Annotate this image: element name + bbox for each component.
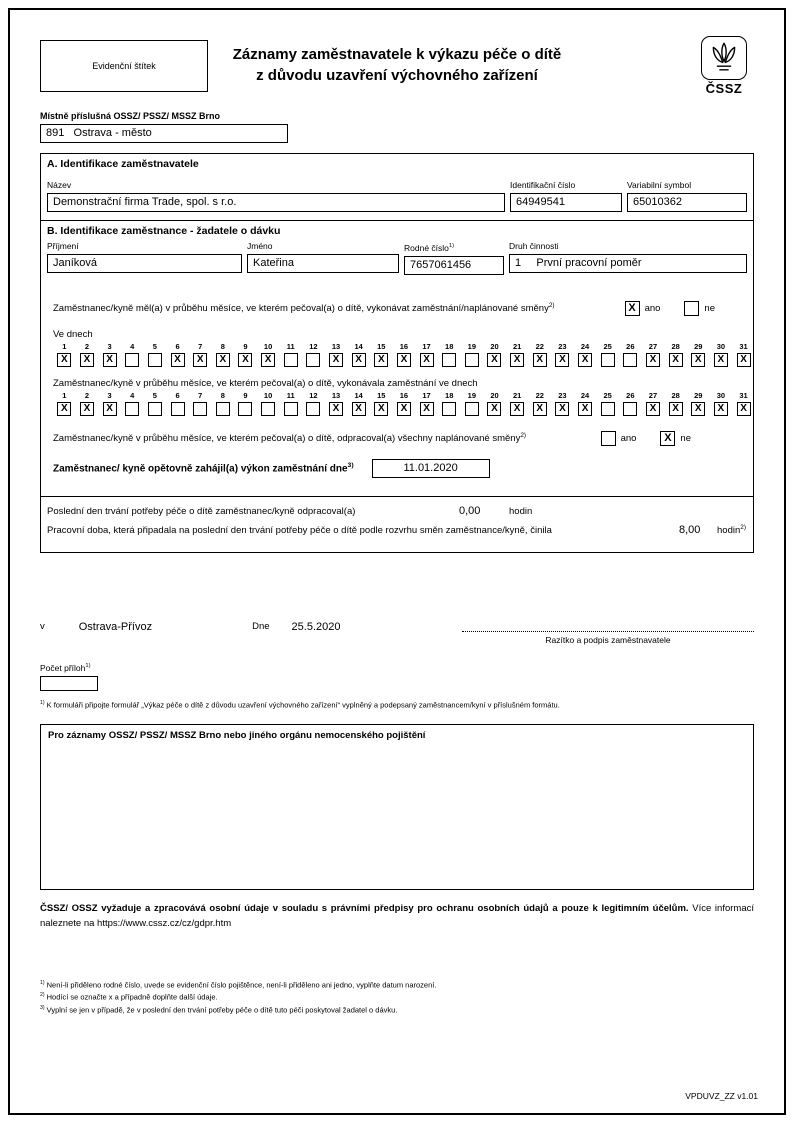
day-number: 23 — [558, 390, 567, 400]
day-cell — [393, 391, 416, 416]
scheduled-hours-unit — [717, 524, 746, 536]
footnotes-block — [40, 979, 754, 1017]
day-cell — [325, 342, 348, 367]
attachments-note-text: K formuláři připojte formulář „Výkaz péče o dítě z důvodu uzavření výchovného zařízení“ vyplněný a podepsaný zaměstnancem/kyní v příslušném formátu. — [46, 700, 560, 710]
planned-shift-days-checkbox-day-4[interactable] — [125, 353, 139, 367]
day-number: 5 — [152, 390, 157, 400]
day-number: 21 — [512, 390, 522, 400]
day-number: 31 — [739, 341, 748, 351]
footnote-2 — [40, 991, 754, 1004]
day-number: 11 — [286, 390, 295, 400]
employer-name-input[interactable]: Demonstrační firma Trade, spol. s r.o. — [47, 193, 505, 212]
day-cell — [53, 391, 76, 416]
day-number: 10 — [263, 390, 273, 400]
place-prefix-label: v — [40, 620, 45, 632]
date-value[interactable]: 25.5.2020 — [291, 620, 341, 633]
worked-days-checkbox-day-11[interactable] — [284, 402, 298, 416]
resume-date-input[interactable]: 11.01.2020 — [372, 459, 490, 478]
worked-days-checkbox-day-23[interactable]: X — [555, 402, 569, 416]
footnote-3 — [40, 1004, 754, 1017]
scheduled-hours-footnote-ref: 2) — [740, 523, 746, 531]
stamp-signature-label: Razítko a podpis zaměstnavatele — [545, 634, 671, 645]
worked-days-checkbox-day-15[interactable]: X — [374, 402, 388, 416]
worked-days-checkbox-day-25[interactable] — [601, 402, 615, 416]
day-number: 2 — [84, 390, 90, 400]
worked-days-checkbox-day-10[interactable] — [261, 402, 275, 416]
day-number: 7 — [198, 341, 203, 351]
worked-days-checkbox-day-2[interactable]: X — [80, 402, 94, 416]
day-cell — [596, 342, 619, 367]
stamp-signature-line[interactable] — [462, 619, 754, 632]
day-number: 8 — [220, 390, 225, 400]
all-shifts-ano-label: ano — [620, 432, 637, 444]
planned-shift-days-checkbox-day-23[interactable]: X — [555, 353, 569, 367]
day-cell — [211, 391, 234, 416]
day-cell — [370, 342, 393, 367]
day-cell — [325, 391, 348, 416]
worked-days-checkbox-day-7[interactable] — [193, 402, 207, 416]
worked-days-checkbox-day-5[interactable] — [148, 402, 162, 416]
day-number: 20 — [490, 341, 499, 351]
day-number: 16 — [399, 341, 409, 351]
surname-field — [47, 241, 242, 275]
birth-number-label-text: Rodné číslo — [404, 242, 449, 253]
planned-shift-days-checkbox-day-20[interactable]: X — [487, 353, 501, 367]
resume-work-row — [53, 459, 741, 496]
section-a-fields — [47, 180, 747, 212]
day-number: 27 — [648, 390, 658, 400]
planned-shift-days-checkbox-day-22[interactable]: X — [533, 353, 547, 367]
day-cell — [483, 342, 506, 367]
employer-id-label: Identifikační číslo — [510, 180, 576, 190]
day-number: 3 — [107, 390, 112, 400]
day-number: 6 — [175, 341, 180, 351]
variable-symbol-label: Variabilní symbol — [627, 180, 692, 190]
day-cell — [53, 342, 76, 367]
question-all-shifts-worked-label: Zaměstnanec/kyně v průběhu měsíce, ve kterém pečoval(a) o dítě, odpracoval(a) všechny naplánované směny — [53, 433, 521, 445]
day-cell — [189, 342, 212, 367]
day-number: 15 — [377, 390, 386, 400]
day-cell — [211, 342, 234, 367]
planned-shift-days-checkbox-day-2[interactable]: X — [80, 353, 94, 367]
day-cell — [642, 342, 665, 367]
surname-input[interactable]: Janíková — [47, 254, 242, 273]
day-number: 24 — [580, 390, 590, 400]
worked-days-checkbox-day-22[interactable]: X — [533, 402, 547, 416]
question-worked-days: Zaměstnanec/kyně v průběhu měsíce, ve kterém pečoval(a) o dítě, vykonávala zaměstnání ve dnech — [53, 377, 478, 389]
footnote-3-text: Vyplní se jen v případě, že v poslední den trvání potřeby péče o dítě tuto péči poskytoval žadatel o dávku. — [46, 1005, 398, 1015]
day-number: 1 — [62, 341, 67, 351]
day-number: 15 — [377, 341, 386, 351]
day-cell — [347, 342, 370, 367]
worked-days-row — [53, 391, 755, 416]
day-cell — [664, 342, 687, 367]
footnote-1 — [40, 979, 754, 992]
cssz-logo — [694, 36, 754, 96]
last-day-hours-label: Poslední den trvání potřeby péče o dítě zaměstnanec/kyně odpracoval(a) — [47, 505, 356, 517]
day-number: 9 — [243, 390, 248, 400]
birth-number-footnote-ref: 1) — [448, 243, 455, 249]
planned-shifts-ne-checkbox[interactable] — [684, 301, 699, 316]
planned-shift-days-checkbox-day-14[interactable]: X — [352, 353, 366, 367]
planned-shifts-ne-label: ne — [704, 302, 715, 314]
all-shifts-ano-checkbox[interactable] — [601, 431, 616, 446]
day-number: 20 — [490, 390, 499, 400]
day-number: 2 — [84, 341, 90, 351]
form-title-line1: Záznamy zaměstnavatele k výkazu péče o dítě — [232, 46, 562, 63]
planned-shift-days-checkbox-day-7[interactable]: X — [193, 353, 207, 367]
worked-days-checkbox-day-16[interactable]: X — [397, 402, 411, 416]
ossz-block — [40, 111, 754, 143]
variable-symbol-input[interactable]: 65010362 — [627, 193, 747, 212]
planned-shift-days-checkbox-day-15[interactable]: X — [374, 353, 388, 367]
day-cell — [551, 391, 574, 416]
scheduled-hours-value[interactable]: 8,00 — [679, 523, 701, 536]
day-cell — [279, 342, 302, 367]
day-cell — [687, 342, 710, 367]
resume-work-label-text: Zaměstnanec/ kyně opětovně zahájil(a) výkon zaměstnání dne — [53, 463, 348, 475]
footnote-1-text: Není-li přiděleno rodné číslo, uvede se evidenční číslo pojištěnce, není-li přiděleno ani jedno, vyplňte datum narození. — [46, 980, 437, 990]
day-cell — [98, 391, 121, 416]
firstname-field — [247, 241, 399, 275]
day-cell — [393, 342, 416, 367]
worked-days-checkbox-day-27[interactable]: X — [646, 402, 660, 416]
question-planned-shifts — [53, 301, 741, 316]
surname-label: Příjmení — [47, 241, 79, 251]
signature-row — [40, 621, 754, 645]
day-cell — [619, 391, 642, 416]
form-page — [8, 8, 786, 1115]
employer-name-field — [47, 180, 505, 212]
footnote-1-ref: 1) — [40, 979, 45, 986]
resume-work-label — [53, 462, 354, 474]
day-cell — [76, 391, 99, 416]
day-cell — [121, 342, 144, 367]
section-b-fields — [47, 241, 747, 275]
day-cell — [619, 342, 642, 367]
day-number: 17 — [422, 390, 431, 400]
form-title — [182, 44, 612, 86]
planned-shift-days-checkbox-day-30[interactable]: X — [714, 353, 728, 367]
attachments-note — [40, 700, 754, 710]
firstname-label: Jméno — [247, 241, 273, 251]
planned-shift-days-checkbox-day-18[interactable] — [442, 353, 456, 367]
day-cell — [732, 342, 755, 367]
employer-id-input[interactable]: 64949541 — [510, 193, 622, 212]
attachments-footnote-ref: 1) — [85, 662, 91, 669]
worked-days-checkbox-day-26[interactable] — [623, 402, 637, 416]
worked-days-checkbox-day-9[interactable] — [238, 402, 252, 416]
day-cell — [461, 342, 484, 367]
form-version-code: VPDUVZ_ZZ v1.01 — [685, 1091, 758, 1101]
activity-type-field — [509, 241, 747, 275]
section-b — [41, 220, 753, 496]
day-number: 4 — [130, 390, 135, 400]
worked-days-checkbox-day-29[interactable]: X — [691, 402, 705, 416]
day-cell — [574, 342, 597, 367]
scheduled-hours-row — [47, 524, 747, 536]
day-number: 17 — [422, 341, 431, 351]
day-number: 21 — [512, 341, 522, 351]
day-cell — [710, 342, 733, 367]
day-cell — [506, 342, 529, 367]
day-cell — [347, 391, 370, 416]
day-number: 26 — [626, 341, 635, 351]
day-cell — [121, 391, 144, 416]
day-cell — [732, 391, 755, 416]
activity-type-input[interactable]: 1 První pracovní poměr — [509, 254, 747, 273]
day-number: 27 — [648, 341, 658, 351]
employer-name-label: Název — [47, 180, 72, 190]
day-number: 28 — [671, 341, 680, 351]
attachments-block — [40, 661, 754, 691]
day-cell — [483, 391, 506, 416]
planned-shifts-answer-group — [625, 301, 715, 316]
day-cell — [144, 342, 167, 367]
day-cell — [415, 391, 438, 416]
planned-shift-days-checkbox-day-6[interactable]: X — [171, 353, 185, 367]
birth-number-input[interactable]: 7657061456 — [404, 256, 504, 275]
activity-type-label: Druh činnosti — [509, 241, 559, 251]
day-number: 7 — [198, 390, 203, 400]
day-number: 23 — [558, 341, 567, 351]
official-records-box[interactable] — [40, 724, 754, 890]
planned-shift-days-checkbox-day-3[interactable]: X — [103, 353, 117, 367]
form-title-line2: z důvodu uzavření výchovného zařízení — [256, 67, 538, 84]
day-number: 28 — [671, 390, 680, 400]
worked-days-checkbox-day-24[interactable]: X — [578, 402, 592, 416]
worked-days-checkbox-day-6[interactable] — [171, 402, 185, 416]
cssz-logo-text: ČSSZ — [705, 81, 743, 96]
worked-days-checkbox-day-1[interactable]: X — [57, 402, 71, 416]
last-day-hours-row — [47, 505, 747, 517]
day-cell — [234, 342, 257, 367]
planned-shift-days-checkbox-day-21[interactable]: X — [510, 353, 524, 367]
day-number: 22 — [535, 341, 544, 351]
attachments-note-ref: 1) — [40, 699, 45, 706]
worked-days-checkbox-day-17[interactable]: X — [420, 402, 434, 416]
day-cell — [189, 391, 212, 416]
day-number: 9 — [243, 341, 248, 351]
day-number: 31 — [739, 390, 748, 400]
day-cell — [574, 391, 597, 416]
planned-shift-days-checkbox-day-16[interactable]: X — [397, 353, 411, 367]
planned-shift-days-checkbox-day-27[interactable]: X — [646, 353, 660, 367]
questions-block — [47, 301, 747, 496]
planned-shift-days-checkbox-day-12[interactable] — [306, 353, 320, 367]
resume-work-footnote-ref: 3) — [347, 462, 354, 470]
day-cell — [415, 342, 438, 367]
day-number: 30 — [716, 390, 726, 400]
day-cell — [302, 391, 325, 416]
worked-days-checkbox-day-13[interactable]: X — [329, 402, 343, 416]
footnote-3-ref: 3) — [40, 1004, 45, 1011]
worked-days-checkbox-day-18[interactable] — [442, 402, 456, 416]
day-number: 18 — [445, 341, 454, 351]
day-cell — [551, 342, 574, 367]
gdpr-notice-bold: ČSSZ/ OSSZ vyžaduje a zpracovává osobní údaje v souladu s právními předpisy pro ochranu osobních údajů a pouze k legitimním účelům. — [40, 903, 689, 915]
question-planned-shifts-footnote-ref: 2) — [548, 302, 555, 310]
section-a-title: A. Identifikace zaměstnavatele — [47, 158, 199, 170]
hours-section — [41, 496, 753, 552]
footnote-2-ref: 2) — [40, 992, 45, 999]
day-cell — [166, 342, 189, 367]
worked-days-checkbox-day-20[interactable]: X — [487, 402, 501, 416]
form-main-box — [40, 153, 754, 553]
question-planned-shifts-label: Zaměstnanec/kyně měl(a) v průběhu měsíce, ve kterém pečoval(a) o dítě, vykonávat zaměstnání/naplánované směny — [53, 303, 549, 315]
footnote-2-text: Hodící se označte x a případně doplňte další údaje. — [46, 992, 218, 1002]
day-cell — [642, 391, 665, 416]
worked-days-checkbox-day-14[interactable]: X — [352, 402, 366, 416]
day-cell — [76, 342, 99, 367]
birth-number-field — [404, 241, 504, 275]
planned-shift-days-checkbox-day-29[interactable]: X — [691, 353, 705, 367]
attachments-count-label — [40, 661, 754, 674]
planned-shift-days-checkbox-day-8[interactable]: X — [216, 353, 230, 367]
attachments-count-label-text: Počet příloh — [40, 662, 86, 673]
ossz-input[interactable]: 891 Ostrava - město — [40, 124, 288, 143]
day-number: 12 — [309, 390, 318, 400]
day-cell — [710, 391, 733, 416]
last-day-hours-value[interactable]: 0,00 — [459, 504, 481, 517]
planned-shifts-ano-checkbox[interactable]: X — [625, 301, 640, 316]
attachments-count-input[interactable] — [40, 676, 98, 691]
planned-shift-days-checkbox-day-25[interactable] — [601, 353, 615, 367]
day-cell — [528, 342, 551, 367]
worked-days-checkbox-day-8[interactable] — [216, 402, 230, 416]
ossz-label: Místně příslušná OSSZ/ PSSZ/ MSSZ Brno — [40, 111, 221, 121]
day-cell — [257, 342, 280, 367]
day-number: 25 — [603, 390, 612, 400]
day-cell — [461, 391, 484, 416]
day-number: 1 — [62, 390, 67, 400]
all-shifts-answer-group — [601, 431, 691, 446]
planned-shift-days-checkbox-day-10[interactable]: X — [261, 353, 275, 367]
worked-days-checkbox-day-12[interactable] — [306, 402, 320, 416]
day-number: 29 — [694, 390, 703, 400]
worked-days-checkbox-day-30[interactable]: X — [714, 402, 728, 416]
gdpr-notice — [40, 902, 754, 931]
day-cell — [234, 391, 257, 416]
day-number: 10 — [263, 341, 273, 351]
planned-shift-days-checkbox-day-9[interactable]: X — [238, 353, 252, 367]
cssz-lily-icon — [701, 36, 747, 80]
planned-shift-days-checkbox-day-31[interactable]: X — [737, 353, 751, 367]
day-cell — [144, 391, 167, 416]
day-cell — [257, 391, 280, 416]
planned-shift-days-checkbox-day-28[interactable]: X — [669, 353, 683, 367]
planned-shifts-ano-label: ano — [644, 302, 661, 314]
stamp-signature-block — [462, 619, 754, 645]
day-number: 18 — [445, 390, 454, 400]
day-number: 8 — [220, 341, 225, 351]
all-shifts-ne-checkbox[interactable]: X — [660, 431, 675, 446]
day-number: 22 — [535, 390, 544, 400]
day-number: 19 — [467, 341, 477, 351]
ve-dnech-label: Ve dnech — [53, 328, 93, 340]
worked-days-checkbox-day-4[interactable] — [125, 402, 139, 416]
day-cell — [166, 391, 189, 416]
planned-shift-days-checkbox-day-1[interactable]: X — [57, 353, 71, 367]
day-number: 3 — [107, 341, 112, 351]
day-cell — [664, 391, 687, 416]
scheduled-hours-label: Pracovní doba, která připadala na poslední den trvání potřeby péče o dítě podle rozvrhu směn zaměstnance/kyně, činila — [47, 524, 552, 536]
day-number: 5 — [152, 341, 157, 351]
birth-number-label — [404, 241, 504, 254]
worked-days-checkbox-day-31[interactable]: X — [737, 402, 751, 416]
planned-shift-days-checkbox-day-5[interactable] — [148, 353, 162, 367]
day-number: 24 — [580, 341, 590, 351]
firstname-input[interactable]: Kateřina — [247, 254, 399, 273]
planned-shift-days-checkbox-day-11[interactable] — [284, 353, 298, 367]
day-number: 16 — [399, 390, 409, 400]
last-day-hours-unit: hodin — [509, 505, 533, 517]
day-number: 25 — [603, 341, 612, 351]
day-cell — [528, 391, 551, 416]
worked-days-checkbox-day-3[interactable]: X — [103, 402, 117, 416]
worked-days-checkbox-day-28[interactable]: X — [669, 402, 683, 416]
day-number: 12 — [309, 341, 318, 351]
day-number: 4 — [130, 341, 135, 351]
form-header — [40, 36, 754, 98]
day-number: 11 — [286, 341, 295, 351]
day-cell — [438, 391, 461, 416]
day-cell — [98, 342, 121, 367]
day-number: 14 — [354, 341, 363, 351]
day-cell — [687, 391, 710, 416]
planned-shift-days-checkbox-day-24[interactable]: X — [578, 353, 592, 367]
official-records-title: Pro záznamy OSSZ/ PSSZ/ MSSZ Brno nebo jiného orgánu nemocenského pojištění — [48, 730, 426, 742]
day-number: 30 — [716, 341, 726, 351]
question-all-shifts-worked-footnote-ref: 2) — [520, 432, 527, 440]
planned-shift-days-checkbox-day-19[interactable] — [465, 353, 479, 367]
day-cell — [370, 391, 393, 416]
question-all-shifts-worked-text — [53, 432, 526, 444]
section-b-title: B. Identifikace zaměstnance - žadatele o dávku — [47, 225, 281, 237]
gdpr-notice-link-text: Více informací naleznete na https://www.cssz.cz/cz/gdpr.htm — [40, 903, 754, 929]
day-number: 6 — [175, 390, 180, 400]
day-cell — [438, 342, 461, 367]
question-planned-shifts-text — [53, 302, 555, 314]
day-number: 19 — [467, 390, 477, 400]
question-all-shifts-worked — [53, 431, 741, 446]
day-number: 29 — [694, 341, 703, 351]
place-value[interactable]: Ostrava-Přívoz — [78, 620, 153, 633]
day-cell — [596, 391, 619, 416]
day-number: 26 — [626, 390, 635, 400]
planned-shift-days-checkbox-day-17[interactable]: X — [420, 353, 434, 367]
all-shifts-ne-label: ne — [680, 432, 691, 444]
day-cell — [506, 391, 529, 416]
planned-shift-days-checkbox-day-13[interactable]: X — [329, 353, 343, 367]
date-prefix-label: Dne — [252, 620, 270, 632]
variable-symbol-field — [627, 180, 747, 212]
section-a — [41, 154, 753, 220]
day-cell — [302, 342, 325, 367]
day-number: 13 — [331, 390, 341, 400]
employer-id-field — [510, 180, 622, 212]
day-cell — [279, 391, 302, 416]
planned-shift-days-checkbox-day-26[interactable] — [623, 353, 637, 367]
planned-shift-days-row — [53, 342, 755, 367]
worked-days-checkbox-day-19[interactable] — [465, 402, 479, 416]
worked-days-checkbox-day-21[interactable]: X — [510, 402, 524, 416]
scheduled-hours-unit-text: hodin — [717, 524, 741, 536]
day-number: 13 — [331, 341, 341, 351]
evidence-label: Evidenční štítek — [92, 61, 156, 71]
day-number: 14 — [354, 390, 363, 400]
